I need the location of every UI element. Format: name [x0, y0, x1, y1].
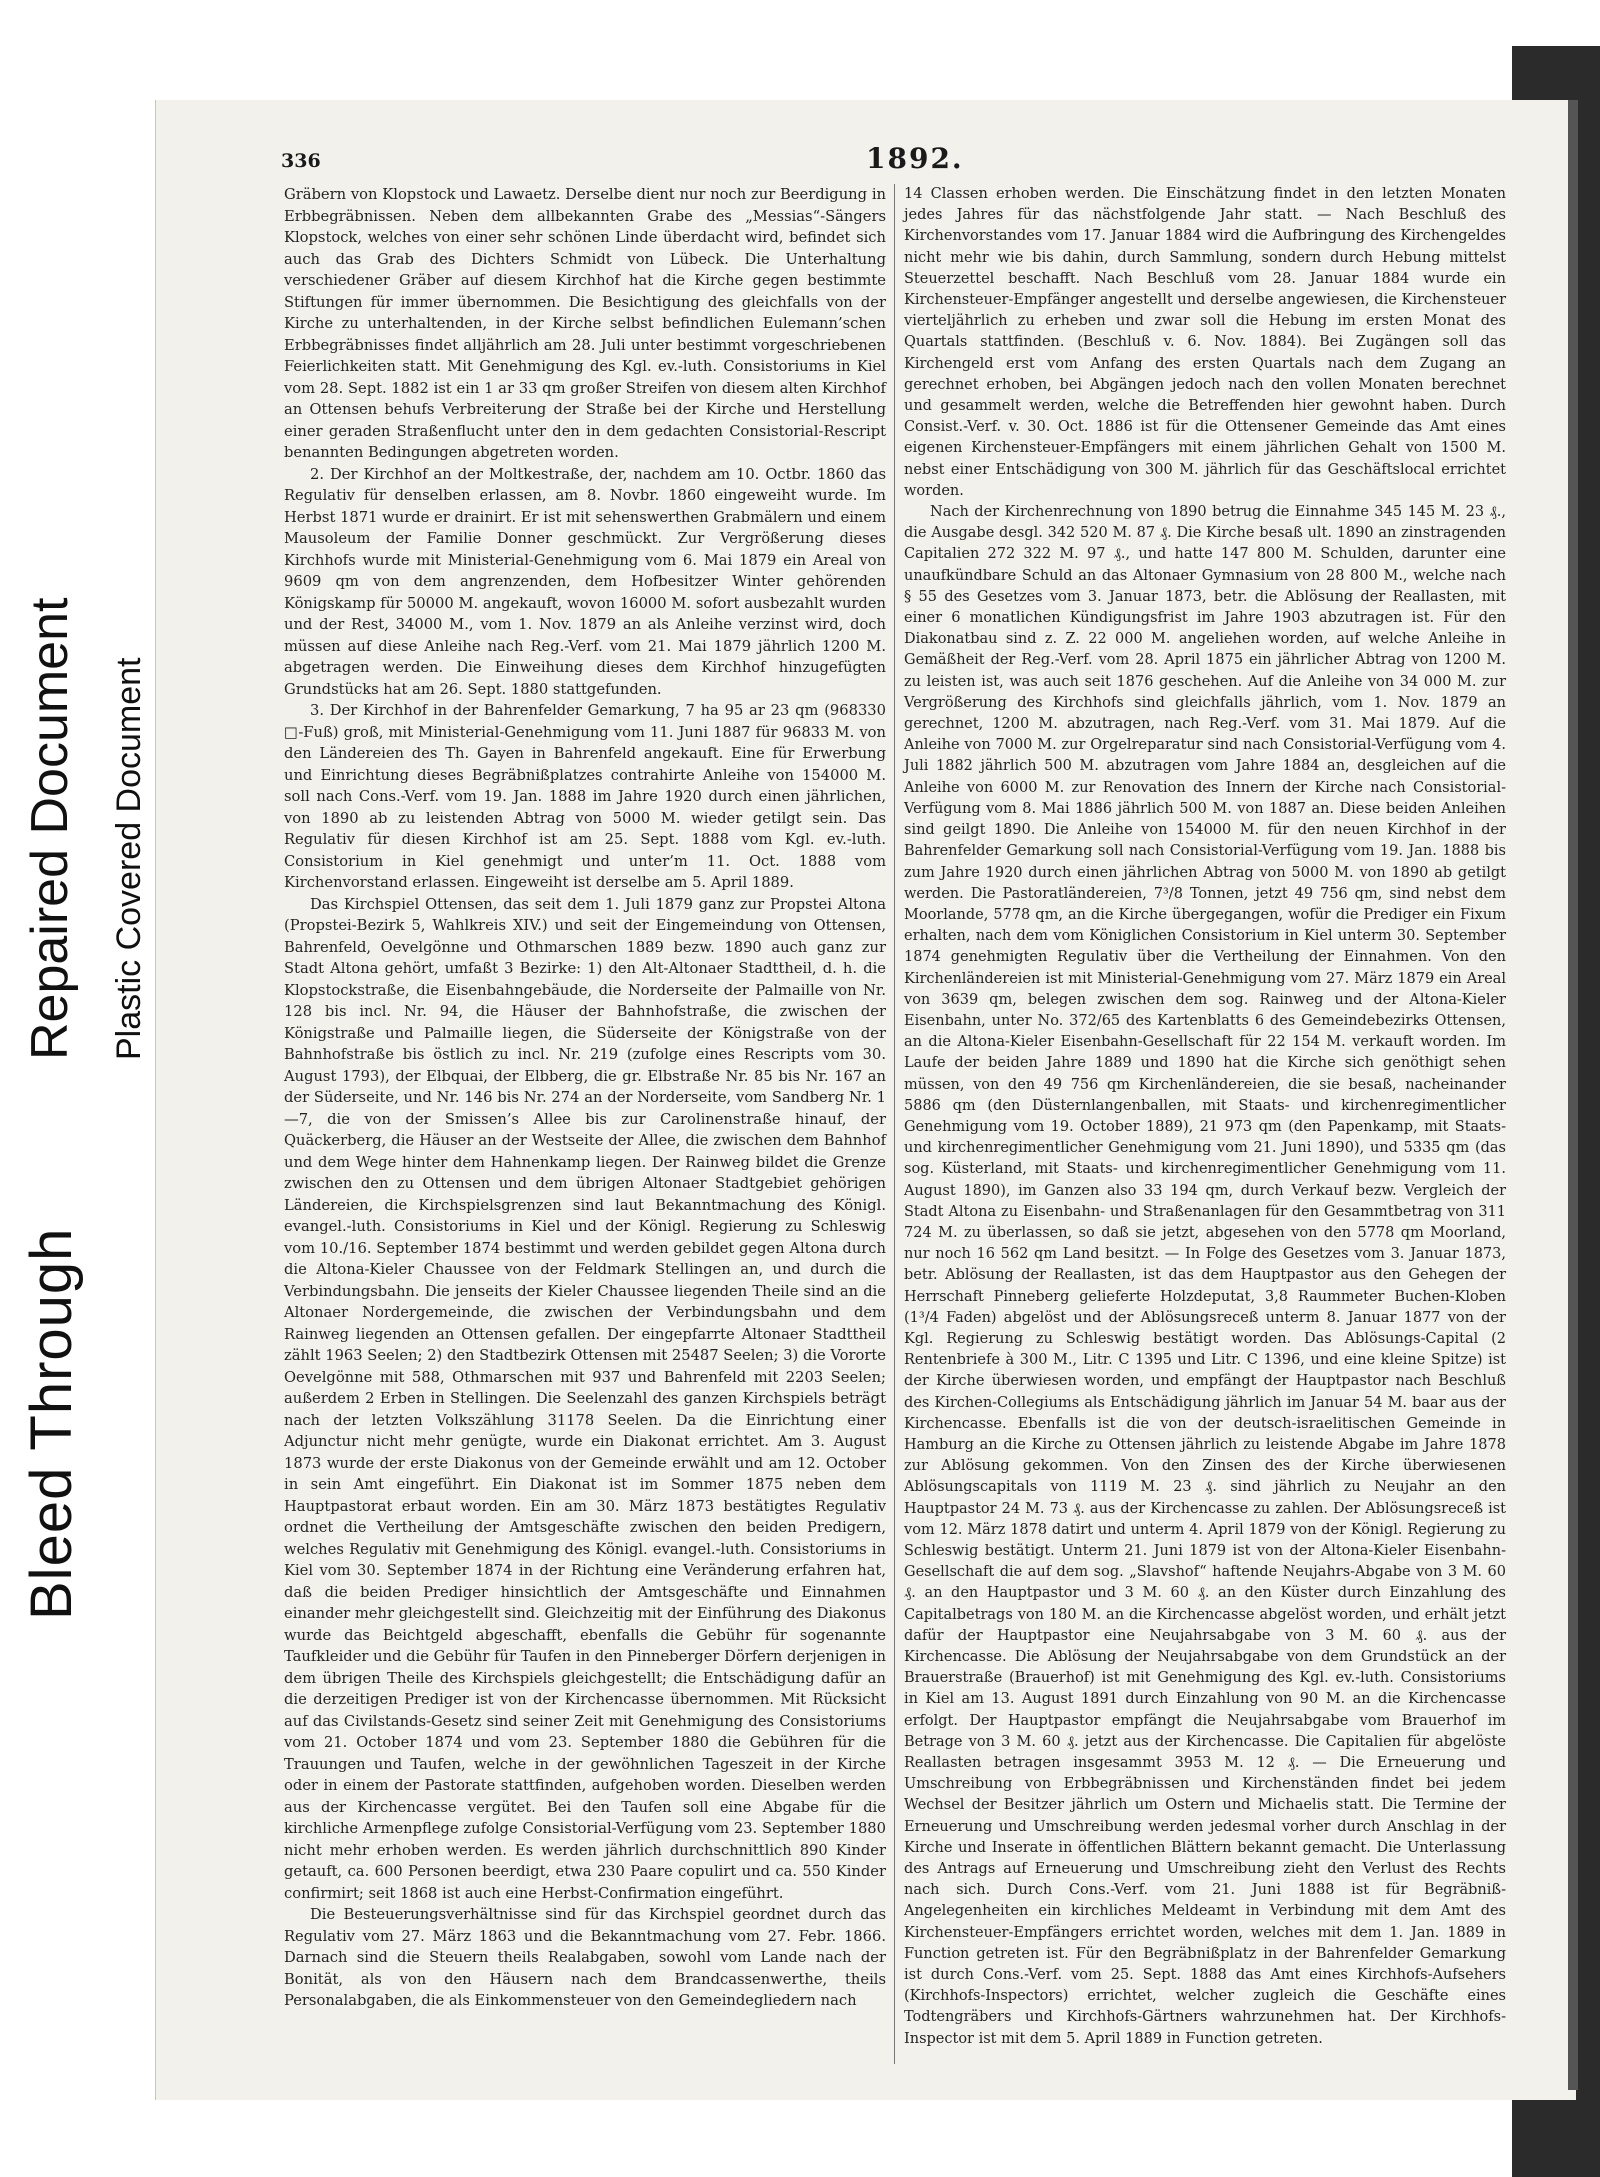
paragraph: 2. Der Kirchhof an der Moltkestraße, der, nachdem am 10. Octbr. 1860 das Regulativ für denselben erlassen, am 8. Novbr. 1860 eingeweiht wurde. Im Herbst 1871 wurde er drainirt. Er ist mit sehenswerthen Grabmälern und einem Mausoleum der Familie Donner geschmückt. Zur Vergrößerung dieses Kirchhofs wurde mit Ministerial-Genehmigung vom 6. Mai 1879 ein Areal von 9609 qm von dem angrenzenden, dem Hofbesitzer Winter gehörenden Königskamp für 50000 M. angekauft, wovon 16000 M. sofort ausbezahlt wurden und der Rest, 34000 M., vom 1. Nov. 1879 an als Anleihe verzinst wird, doch müssen auf diese Anleihe nach Reg.-Verf. vom 21. Mai 1879 jährlich 1200 M. abgetragen werden. Die Einweihung dieses dem Kirchhof hinzugefügten Grundstücks hat am 26. Sept. 1880 stattgefunden. — [284, 465, 886, 698]
column-divider — [894, 184, 895, 2064]
page-header — [156, 142, 1566, 182]
paragraph: Die Besteuerungsverhältnisse sind für das Kirchspiel geordnet durch das Regulativ vom 27. März 1863 und die Bekanntmachung vom 27. Febr. 1866. Darnach sind die Steuern theils Realabgaben, sowohl vom Lande nach der Bonität, als von den Häusern nach dem Brandcassenwerthe, theils Personalabgaben, die als Einkommensteuer von den Gemeindegliedern nach — [284, 1906, 886, 2009]
page-year: 1892. — [866, 142, 964, 175]
book-page — [155, 100, 1576, 2100]
paragraph: Gräbern von Klopstock und Lawaetz. Derselbe dient nur noch zur Beerdigung in Erbbegräbnissen. Neben dem allbekannten Grabe des „Messias“-Sängers Klopstock, welches von einer sehr schönen Linde überdacht wird, befindet sich auch das Grab des Dichters Schmidt von Lübeck. Die Unterhaltung verschiedener Gräber auf diesem Kirchhof hat die Kirche gegen bestimmte Stiftungen für immer übernommen. Die Besichtigung des gleichfalls von der Kirche zu unterhaltenden, in der Kirche selbst befindlichen Eulemann’schen Erbbegräbnisses findet alljährlich am 28. Juli unter bestimmt vorgeschriebenen Feierlichkeiten statt. Mit Genehmigung des Kgl. ev.-luth. Consistoriums in Kiel vom 28. Sept. 1882 ist ein 1 ar 33 qm großer Streifen von diesem alten Kirchhof an Ottensen behufs Verbreiterung der Straße bei der Kirche und Herstellung einer geraden Straßenflucht unter den in dem gedachten Consistorial-Rescript benannten Bedingungen abgetreten worden. — [284, 186, 886, 461]
scan-margin — [1512, 0, 1600, 46]
left-text-column — [284, 184, 886, 2012]
paragraph: Das Kirchspiel Ottensen, das seit dem 1. Juli 1879 ganz zur Propstei Altona (Propstei-Bezirk 5, Wahlkreis XIV.) und seit der Eingemeindung von Ottensen, Bahrenfeld, Oevelgönne und Othmarschen 1889 bezw. 1890 auch ganz zur Stadt Altona gehört, umfaßt 3 Bezirke: 1) den Alt-Altonaer Stadttheil, d. h. die Klopstockstraße, die Eisenbahngebäude, die Norderseite der Palmaille von Nr. 128 bis incl. Nr. 94, die Häuser der Bahnhofstraße, die zwischen der Königstraße und Palmaille liegen, die Süderseite der Königstraße von der Bahnhofstraße bis östlich zu incl. Nr. 219 (zufolge eines Rescripts vom 30. August 1793), der Elbquai, der Elbberg, die gr. Elbstraße Nr. 85 bis Nr. 167 an der Süderseite, und Nr. 146 bis Nr. 274 an der Norderseite, vom Sandberg Nr. 1—7, die von der Smissen’s Allee bis zur Carolinenstraße hinauf, der Quäckerberg, die Häuser an der Westseite der Allee, die zwischen dem Bahnhof und dem Wege hinter dem Hahnenkamp liegen. Der Rainweg bildet die Grenze zwischen den zu Ottensen und dem übrigen Altonaer Stadtgebiet gehörigen Ländereien, die Kirchspielsgrenzen sind laut Bekanntmachung des Königl. evangel.-luth. Consistoriums in Kiel und der Königl. Regierung zu Schleswig vom 10./16. September 1874 bestimmt und werden gebildet gegen Altona durch die Altona-Kieler Chaussee von der Feldmark Stellingen an, und durch die Verbindungsbahn. Die jenseits der Kieler Chaussee liegenden Theile sind an die Altonaer Nordergemeinde, die zwischen der Verbindungsbahn und dem Rainweg liegenden an Ottensen gefallen. Der eingepfarrte Altonaer Stadttheil zählt 1963 Seelen; 2) den Stadtbezirk Ottensen mit 25487 Seelen; 3) die Vororte Oevelgönne mit 588, Othmarschen mit 937 und Bahrenfeld mit 2203 Seelen; außerdem 2 Erben in Stellingen. Die Seelenzahl des ganzen Kirchspiels beträgt nach der letzten Volkszählung 31178 Seelen. Da die Einrichtung einer Adjunctur nicht mehr genügte, wurde ein Diakonat errichtet. Am 3. August 1873 wurde der erste Diakonus von der Gemeinde erwählt und am 12. October in sein Amt eingeführt. Ein Diakonat ist im Sommer 1875 neben dem Hauptpastorat erbaut worden. Ein am 30. März 1873 bestätigtes Regulativ ordnet die Vertheilung der Amtsgeschäfte zwischen den beiden Predigern, welches Regulativ mit Genehmigung des Königl. evangel.-luth. Consistoriums in Kiel vom 30. September 1874 in der Richtung eine Veränderung erfahren hat, daß die beiden Prediger hinsichtlich der Amtsgeschäfte und Einnahmen einander mehr gleichgestellt sind. Gleichzeitig mit der Einführung des Diakonus wurde das Beichtgeld abgeschafft, ebenfalls die Gebühr für sogenannte Taufkleider und die Gebühr für Taufen in den Pinneberger Dörfern derjenigen in dem übrigen Theile des Kirchspiels gleichgestellt; die Entschädigung dafür an die derzeitigen Prediger ist von der Kirchencasse übernommen. Mit Rücksicht auf das Civilstands-Gesetz sind seiner Zeit mit Genehmigung des Consistoriums vom 21. October 1874 und vom 23. September 1880 die Gebühren für die Trauungen und Taufen, welche in der gewöhnlichen Tageszeit in der Kirche oder in einem der Pastorate stattfinden, aufgehoben worden. Dieselben werden aus der Kirchencasse vergütet. Bei den Taufen soll eine Abgabe für die kirchliche Armenpflege zufolge Consistorial-Verfügung vom 23. September 1880 nicht mehr erhoben werden. Es werden jährlich durchschnittlich 890 Kinder getauft, ca. 600 Personen beerdigt, etwa 230 Paare copulirt und ca. 550 Kinder confirmirt; seit 1868 ist auch eine Herbst-Confirmation eingeführt. — [284, 895, 886, 1902]
repaired-document-label: Repaired Document — [21, 597, 79, 1060]
plastic-covered-document-label: Plastic Covered Document — [110, 657, 148, 1060]
book-spine-shadow — [1568, 100, 1578, 2090]
page-number: 336 — [281, 150, 321, 172]
paragraph: Nach der Kirchenrechnung von 1890 betrug die Einnahme 345 145 M. 23 ₰., die Ausgabe desgl. 342 520 M. 87 ₰. Die Kirche besaß ult. 1890 an zinstragenden Capitalien 272 322 M. 97 ₰., und hatte 147 800 M. Schulden, darunter eine unaufkündbare Schuld an das Altonaer Gymnasium von 28 800 M., welche nach § 55 des Gesetzes vom 3. Januar 1873, betr. die Ablösung der Reallasten, mit einer 6 monatlichen Kündigungsfrist im Jahre 1903 abzutragen ist. Für den Diakonatbau sind z. Z. 22 000 M. angeliehen worden, auf welche Anleihe in Gemäßheit der Reg.-Verf. vom 28. April 1875 ein jährlicher Abtrag von 1200 M. zu leisten ist, was auch seit 1876 geschehen. Auf die Anleihe von 34 000 M. zur Vergrößerung des Kirchhofs sind gleichfalls jährlich, vom 1. Nov. 1879 an gerechnet, 1200 M. abzutragen, nach Reg.-Verf. vom 31. Mai 1879. Auf die Anleihe von 7000 M. zur Orgelreparatur sind nach Consistorial-Verfügung vom 4. Juli 1882 jährlich 500 M. abzutragen vom Jahre 1884 an, desgleichen auf die Anleihe von 6000 M. zur Renovation des Innern der Kirche nach Consistorial-Verfügung vom 8. Mai 1886 jährlich 500 M. von 1887 an. Diese beiden Anleihen sind geilgt 1890. Die Anleihe von 154000 M. für den neuen Kirchhof in der Bahrenfelder Gemarkung soll nach Consistorial-Verfügung vom 19. Jan. 1888 bis zum Jahre 1920 durch einen jährlichen Abtrag von 5000 M. von 1890 ab getilgt werden. Die Pastoratländereien, 7³/8 Tonnen, jetzt 49 756 qm, sind nebst dem Moorlande, 5778 qm, an die Kirche übergegangen, wofür die Prediger ein Fixum erhalten, nach dem vom Königlichen Consistorium in Kiel unterm 30. September 1874 genehmigten Regulativ über die Vertheilung der Einnahmen. Von den Kirchenländereien ist mit Ministerial-Genehmigung vom 27. März 1879 ein Areal von 3639 qm, belegen zwischen dem sog. Rainweg und der Altona-Kieler Eisenbahn, unter No. 372/65 des Kartenblatts 6 des Gemeindebezirks Ottensen, an die Altona-Kieler Eisenbahn-Gesellschaft für 22 154 M. verkauft worden. Im Laufe der beiden Jahre 1889 und 1890 hat die Kirche sich genöthigt sehen müssen, von den 49 756 qm Kirchenländereien, die sie besaß, nacheinander 5886 qm (den Düsternlangenballen, mit Staats- und kirchenregimentlicher Genehmigung vom 19. October 1889), 21 973 qm (den Papenkamp, mit Staats- und kirchenregimentlicher Genehmigung vom 21. Juni 1890), und 5335 qm (das sog. Küsterland, mit Staats- und kirchenregimentlicher Genehmigung vom 11. August 1890), im Ganzen also 33 194 qm, durch Verkauf bezw. Vergleich der Stadt Altona zu Eisenbahn- und Straßenanlagen für den Gesammtbetrag von 311 724 M. zu überlassen, so daß sie jetzt, abgesehen von den 5778 qm Moorland, nur noch 16 562 qm Land besitzt. — In Folge des Gesetzes vom 3. Januar 1873, betr. Ablösung der Reallasten, ist das dem Hauptpastor aus den Gehegen der Herrschaft Pinneberg gelieferte Holzdeputat, 3,8 Raummeter Buchen-Kloben (1³/4 Faden) abgelöst und der Ablösungsreceß unterm 8. Januar 1877 von der Kgl. Regierung zu Schleswig bestätigt worden. Das Ablösungs-Capital (2 Rentenbriefe à 300 M., Litr. C 1395 und Litr. C 1396, und eine kleine Spitze) ist der Kirche überwiesen worden, und empfängt der Hauptpastor nach Beschluß des Kirchen-Collegiums als Entschädigung jährlich im Januar 54 M. baar aus der Kirchencasse. Ebenfalls ist die von der deutsch-israelitischen Gemeinde in Hamburg an die Kirche zu Ottensen jährlich zu leistende Abgabe im Jahre 1878 zur Ablösung gekommen. Von den Zinsen des der Kirche überwiesenen Ablösungscapitals von 1119 M. 23 ₰. sind jährlich zu Neujahr an den Hauptpastor 24 M. 73 ₰. aus der Kirchencasse zu zahlen. Der Ablösungsreceß ist vom 12. März 1878 datirt und unterm 4. April 1879 von der Königl. Regierung zu Schleswig bestätigt. Unterm 21. Juni 1879 ist von der Altona-Kieler Eisenbahn-Gesellschaft die auf dem sog. „Slavshof“ haftende Neujahrs-Abgabe von 3 M. 60 ₰. an den Hauptpastor und 3 M. 60 ₰. an den Küster durch Einzahlung des Capitalbetrags von 180 M. an die Kirchencasse abgelöst worden, und erhält jetzt dafür der Hauptpastor eine Neujahrsabgabe von 3 M. 60 ₰. aus der Kirchencasse. Die Ablösung der Neujahrsabgabe von dem Grundstück an der Brauerstraße (Brauerhof) ist mit Genehmigung des Kgl. ev.-luth. Consistoriums in Kiel am 13. August 1891 durch Einzahlung von 90 M. an die Kirchencasse erfolgt. Der Hauptpastor empfängt die Neujahrsabgabe vom Brauerhof im Betrage von 3 M. 60 ₰. jetzt aus der Kirchencasse. Die Capitalien für abgelöste Reallasten betragen insgesammt 3953 M. 12 ₰. — Die Erneuerung und Umschreibung von Erbbegräbnissen und Kirchenständen findet bei jedem Wechsel der Besitzer jährlich um Ostern und Michaelis statt. Die Termine der Erneuerung und Umschreibung werden jedesmal vorher durch Anschlag in der Kirche und Inserate in öffentlichen Blättern bekannt gemacht. Die Unterlassung des Antrags auf Erneuerung und Umschreibung zieht den Verlust des Rechts nach sich. Durch Cons.-Verf. vom 21. Juni 1888 ist für Begräbniß-Angelegenheiten ein kirchliches Meldeamt in Verbindung mit dem Amt des Kirchensteuer-Empfängers errichtet worden, welches mit dem 1. Jan. 1889 in Function getreten ist. Für den Begräbnißplatz in der Bahrenfelder Gemarkung ist durch Cons.-Verf. vom 25. Sept. 1888 das Amt eines Kirchhofs-Aufsehers (Kirchhofs-Inspectors) errichtet, welcher zugleich die Geschäfte eines Todtengräbers und Kirchhofs-Gärtners wahrzunehmen hat. Der Kirchhofs-Inspector ist mit dem 5. April 1889 in Function getreten. — [904, 504, 1506, 2047]
paragraph: 14 Classen erhoben werden. Die Einschätzung findet in den letzten Monaten jedes Jahres für das nächstfolgende Jahr statt. — Nach Beschluß des Kirchenvorstandes vom 17. Januar 1884 wird die Aufbringung des Kirchengeldes nicht mehr wie bis dahin, durch Sammlung, sondern durch Hebung mittelst Steuerzettel beschafft. Nach Beschluß vom 28. Januar 1884 wurde ein Kirchensteuer-Empfänger angestellt und derselbe angewiesen, die Kirchensteuer vierteljährlich zu erheben und zwar soll die Hebung im ersten Monat des Quartals stattfinden. (Beschluß v. 6. Nov. 1884). Bei Zugängen soll das Kirchengeld erst vom Anfang des ersten Quartals nach dem Zugang an gerechnet erhoben, bei Abgängen jedoch nach den vollen Monaten berechnet und gesammelt werden, welche die Betreffenden hier gewohnt haben. Durch Consist.-Verf. v. 30. Oct. 1886 ist für die Ottensener Gemeinde das Amt eines eigenen Kirchensteuer-Empfängers mit einem jährlichen Gehalt von 1500 M. nebst einer Entschädigung von 300 M. jährlich für das Geschäftslocal errichtet worden. — [904, 186, 1506, 499]
paragraph: 3. Der Kirchhof in der Bahrenfelder Gemarkung, 7 ha 95 ar 23 qm (968330 □-Fuß) groß, mit Ministerial-Genehmigung vom 11. Juni 1887 für 96833 M. von den Ländereien des Th. Gayen in Bahrenfeld angekauft. Eine für Erwerbung und Einrichtung dieses Begräbnißplatzes contrahirte Anleihe von 154000 M. soll nach Cons.-Verf. vom 19. Jan. 1888 im Jahre 1920 durch einen jährlichen, von 1890 ab zu leistenden Abtrag von 5000 M. wieder getilgt sein. Das Regulativ für diesen Kirchhof ist am 25. Sept. 1888 vom Kgl. ev.-luth. Consistorium in Kiel genehmigt und unter’m 11. Oct. 1888 vom Kirchenvorstand erlassen. Eingeweiht ist derselbe am 5. April 1889. — [284, 702, 886, 891]
right-text-column — [904, 184, 1506, 2050]
bleed-through-label: Bleed Through — [19, 1227, 84, 1620]
